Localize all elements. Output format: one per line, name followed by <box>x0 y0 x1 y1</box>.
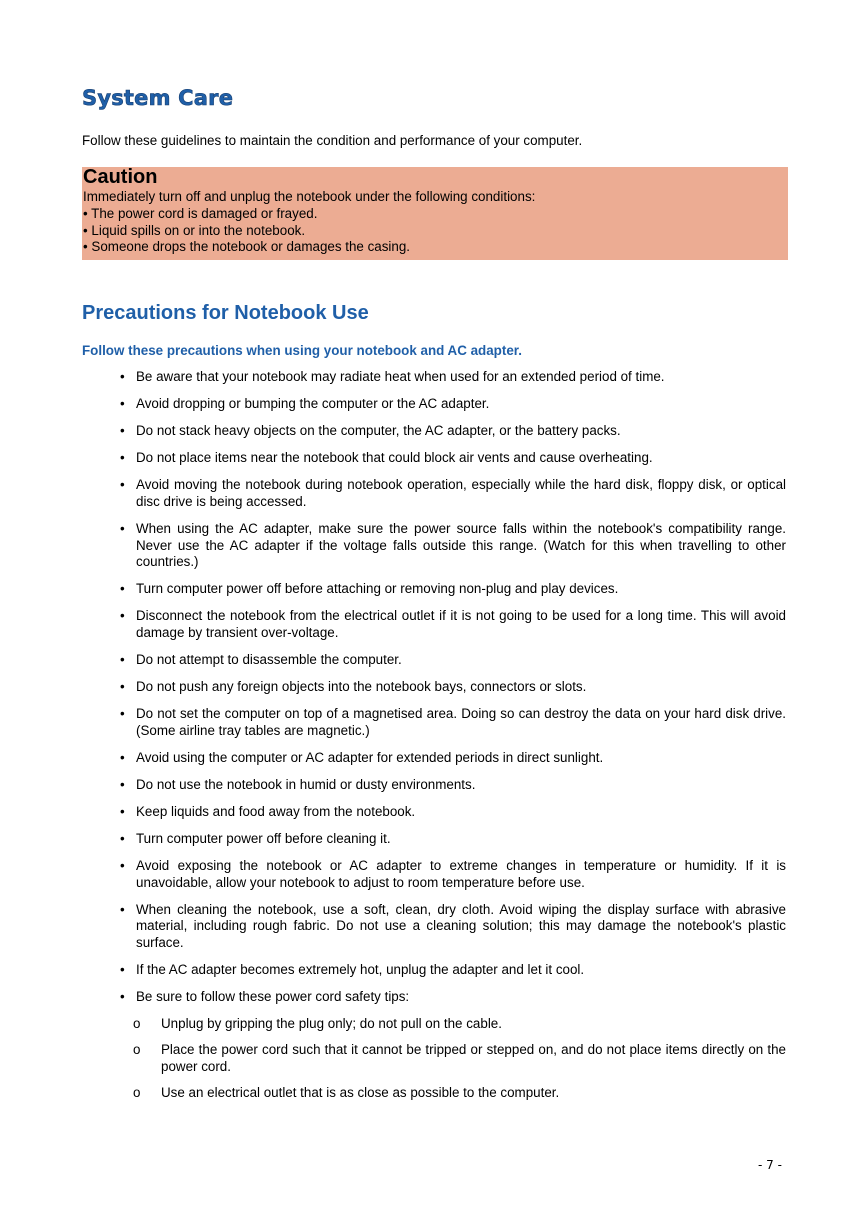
list-item-text: Turn computer power off before attaching or removing non-plug and play devices. <box>136 581 619 597</box>
precautions-list <box>82 369 786 1112</box>
bullet-glyph: • <box>120 749 125 765</box>
list-item <box>82 902 786 952</box>
list-item-text: Be sure to follow these power cord safety tips: <box>136 989 410 1005</box>
list-item-text: Do not place items near the notebook that could block air vents and cause overheating. <box>136 449 653 465</box>
bullet-glyph: • <box>120 652 125 668</box>
list-item-text: Do not attempt to disassemble the computer. <box>136 652 402 668</box>
bullet-glyph: • <box>120 422 125 438</box>
list-item-text: Avoid using the computer or AC adapter for extended periods in direct sunlight. <box>136 749 604 765</box>
list-item-text: Avoid moving the notebook during notebook operation, especially while the hard disk, floppy disk, or optical disc drive is being accessed. <box>136 476 786 509</box>
sub-list-item <box>82 1085 786 1102</box>
page-number: - 7 - <box>758 1158 782 1172</box>
caution-line: • The power cord is damaged or frayed. <box>83 205 318 221</box>
bullet-glyph: • <box>120 901 125 917</box>
list-item <box>82 450 786 467</box>
list-item <box>82 581 786 598</box>
list-item <box>82 423 786 440</box>
list-item <box>82 608 786 642</box>
list-item-text: When cleaning the notebook, use a soft, clean, dry cloth. Avoid wiping the display surface with abrasive material, including rough fabric. Do not use a cleaning solution; this may damage the notebook's plastic surface. <box>136 901 786 951</box>
bullet-glyph: • <box>120 830 125 846</box>
sub-list-item-text: Unplug by gripping the plug only; do not pull on the cable. <box>161 1015 502 1031</box>
lead-paragraph: Follow these precautions when using your notebook and AC adapter. <box>82 343 522 358</box>
bullet-glyph: • <box>120 369 125 384</box>
page-title: System Care <box>82 86 234 110</box>
list-item <box>82 804 786 821</box>
list-item-text: Keep liquids and food away from the notebook. <box>136 803 416 819</box>
caution-line: • Someone drops the notebook or damages the casing. <box>83 239 411 255</box>
bullet-glyph: • <box>120 476 125 492</box>
bullet-glyph: • <box>120 608 125 624</box>
bullet-glyph: • <box>120 581 125 597</box>
list-item <box>82 652 786 669</box>
sub-list-item <box>82 1016 786 1033</box>
list-item <box>82 706 786 740</box>
bullet-glyph: • <box>120 989 125 1005</box>
caution-line: Immediately turn off and unplug the notebook under the following conditions: <box>83 189 536 204</box>
list-item <box>82 777 786 794</box>
bullet-glyph: • <box>120 857 125 873</box>
list-item-text: Do not push any foreign objects into the notebook bays, connectors or slots. <box>136 679 587 695</box>
list-item <box>82 521 786 571</box>
list-item <box>82 396 786 413</box>
sub-list-item <box>82 1042 786 1076</box>
list-item <box>82 831 786 848</box>
list-item <box>82 989 786 1101</box>
bullet-glyph: • <box>120 520 125 536</box>
bullet-glyph: • <box>120 776 125 792</box>
list-item-text: Be aware that your notebook may radiate heat when used for an extended period of time. <box>136 369 665 384</box>
bullet-glyph: • <box>120 962 125 978</box>
list-item-text: Do not use the notebook in humid or dusty environments. <box>136 776 476 792</box>
list-item <box>82 962 786 979</box>
caution-heading: Caution <box>83 166 158 188</box>
list-item-text: When using the AC adapter, make sure the power source falls within the notebook's compatibility range. Never use the AC adapter if the voltage falls outside this range. (Watch for this when travelling to other countries.) <box>136 520 786 570</box>
sub-bullet-glyph: o <box>133 1084 141 1100</box>
caution-box <box>82 167 788 260</box>
list-item-text: Do not set the computer on top of a magnetised area. Doing so can destroy the data on your hard disk drive. (Some airline tray tables are magnetic.) <box>136 706 786 738</box>
bullet-glyph: • <box>120 679 125 695</box>
list-item-text: If the AC adapter becomes extremely hot, unplug the adapter and let it cool. <box>136 962 585 978</box>
list-item <box>82 858 786 892</box>
list-item-text: Avoid dropping or bumping the computer or the AC adapter. <box>136 395 490 411</box>
sub-list-item-text: Use an electrical outlet that is as close as possible to the computer. <box>161 1084 560 1100</box>
list-item <box>82 477 786 511</box>
bullet-glyph: • <box>120 395 125 411</box>
list-item <box>82 369 786 386</box>
sub-list-item-text: Place the power cord such that it cannot be tripped or stepped on, and do not place items directly on the power cord. <box>161 1041 786 1074</box>
bullet-glyph: • <box>120 803 125 819</box>
list-item-text: Disconnect the notebook from the electrical outlet if it is not going to be used for a long time. This will avoid damage by transient over-voltage. <box>136 608 786 641</box>
bullet-glyph: • <box>120 449 125 465</box>
list-item <box>82 679 786 696</box>
intro-paragraph: Follow these guidelines to maintain the condition and performance of your computer. <box>82 133 583 148</box>
sub-bullet-glyph: o <box>133 1041 141 1057</box>
cord-tips-list <box>82 1016 786 1102</box>
list-item-text: Do not stack heavy objects on the computer, the AC adapter, or the battery packs. <box>136 422 621 438</box>
section-heading: Precautions for Notebook Use <box>82 302 369 324</box>
list-item <box>82 750 786 767</box>
list-item-text: Turn computer power off before cleaning it. <box>136 830 391 846</box>
bullet-glyph: • <box>120 706 125 722</box>
list-item-text: Avoid exposing the notebook or AC adapter to extreme changes in temperature or humidity. If it is unavoidable, allow your notebook to adjust to room temperature before use. <box>136 857 786 890</box>
sub-bullet-glyph: o <box>133 1015 141 1031</box>
caution-line: • Liquid spills on or into the notebook. <box>83 222 306 238</box>
